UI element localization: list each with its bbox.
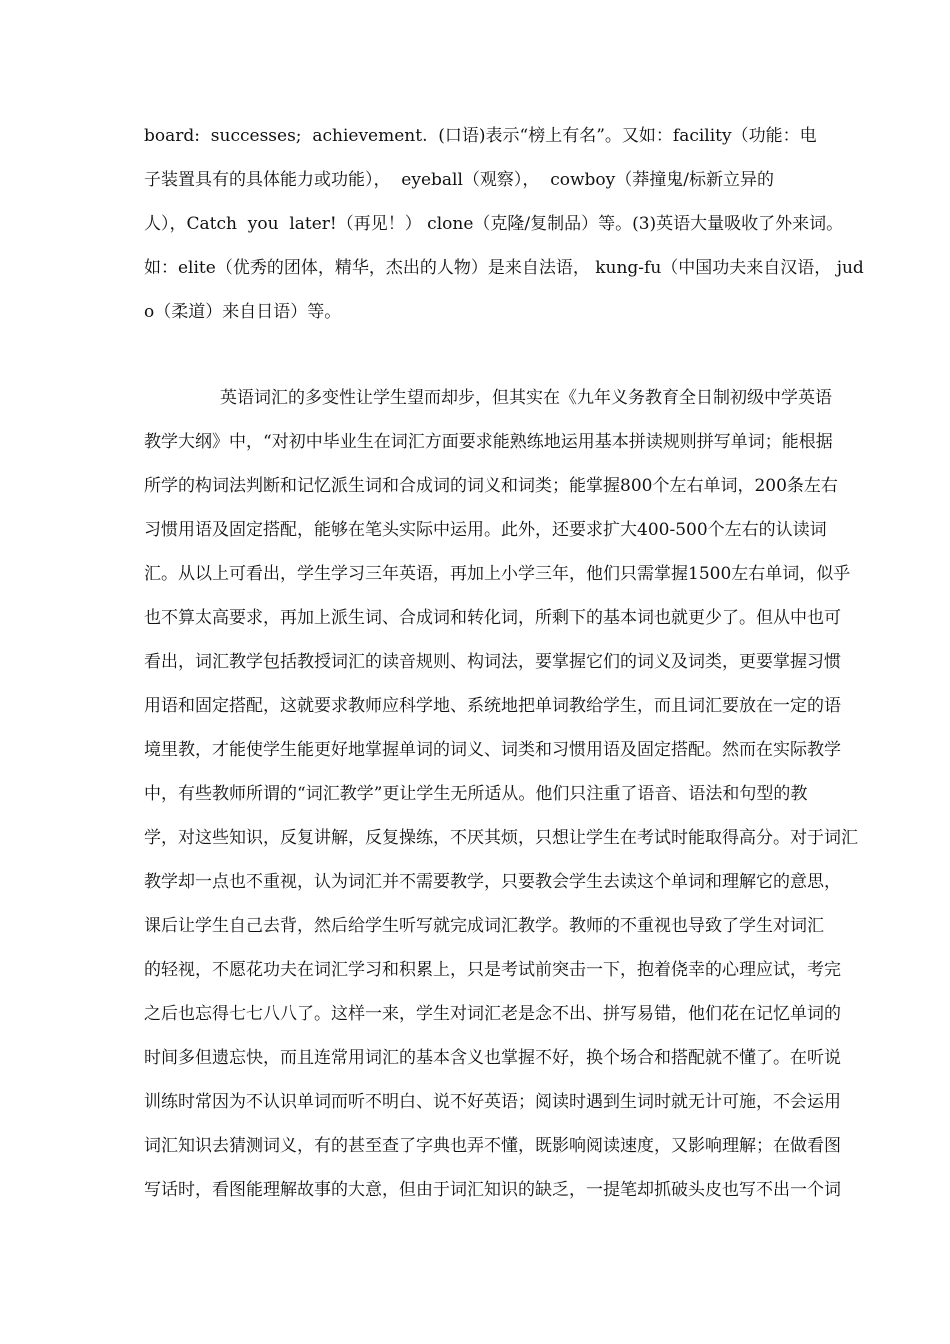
text-line: 教学大纲》中，“对初中毕业生在词汇方面要求能熟练地运用基本拼读规则拼写单词；能根据: [144, 432, 833, 452]
text-line: o（柔道）来自日语）等。: [144, 302, 342, 322]
text-line: 如：elite（优秀的团体，精华，杰出的人物）是来自法语， kung-fu（中国功夫来自汉语， jud: [144, 258, 864, 278]
text-line: 写话时，看图能理解故事的大意，但由于词汇知识的缺乏，一提笔却抓破头皮也写不出一个词: [144, 1180, 841, 1200]
text-line: 子装置具有的具体能力或功能）， eyeball（观察）， cowboy（莽撞鬼/标新立异的: [144, 170, 774, 190]
text-line: 汇。从以上可看出，学生学习三年英语，再加上小学三年，他们只需掌握1500左右单词，似乎: [144, 564, 851, 584]
text-line: 中，有些教师所谓的“词汇教学”更让学生无所适从。他们只注重了语音、语法和句型的教: [144, 784, 808, 804]
text-line: board: successes; achievement. (口语)表示“榜上有名”。又如：facility（功能：电: [144, 126, 817, 146]
text-line: 训练时常因为不认识单词而听不明白、说不好英语；阅读时遇到生词时就无计可施，不会运用: [144, 1092, 841, 1112]
text-line: 时间多但遗忘快，而且连常用词汇的基本含义也掌握不好，换个场合和搭配就不懂了。在听说: [144, 1048, 841, 1068]
text-line: 的轻视，不愿花功夫在词汇学习和积累上，只是考试前突击一下，抱着侥幸的心理应试，考完: [144, 960, 841, 980]
text-line: 学，对这些知识，反复讲解，反复操练，不厌其烦，只想让学生在考试时能取得高分。对于词汇: [144, 828, 858, 848]
text-line: 看出，词汇教学包括教授词汇的读音规则、构词法，要掌握它们的词义及词类，更要掌握习惯: [144, 652, 841, 672]
text-line: 用语和固定搭配，这就要求教师应科学地、系统地把单词教给学生，而且词汇要放在一定的语: [144, 696, 841, 716]
text-line: 英语词汇的多变性让学生望而却步，但其实在《九年义务教育全日制初级中学英语: [220, 388, 832, 408]
text-line: 人），Catch you later!（再见！） clone（克隆/复制品）等。(3)英语大量吸收了外来词。: [144, 214, 844, 234]
text-line: 也不算太高要求，再加上派生词、合成词和转化词，所剩下的基本词也就更少了。但从中也可: [144, 608, 841, 628]
text-line: 词汇知识去猜测词义，有的甚至查了字典也弄不懂，既影响阅读速度，又影响理解；在做看图: [144, 1136, 841, 1156]
text-line: 之后也忘得七七八八了。这样一来，学生对词汇老是念不出、拼写易错，他们花在记忆单词的: [144, 1004, 841, 1024]
text-line: 所学的构词法判断和记忆派生词和合成词的词义和词类；能掌握800个左右单词，200条左右: [144, 476, 838, 496]
text-line: 习惯用语及固定搭配，能够在笔头实际中运用。此外，还要求扩大400-500个左右的认读词: [144, 520, 827, 540]
text-line: 教学却一点也不重视，认为词汇并不需要教学，只要教会学生去读这个单词和理解它的意思，: [144, 872, 841, 892]
text-line: 课后让学生自己去背，然后给学生听写就完成词汇教学。教师的不重视也导致了学生对词汇: [144, 916, 824, 936]
text-line: 境里教，才能使学生能更好地掌握单词的词义、词类和习惯用语及固定搭配。然而在实际教学: [144, 740, 841, 760]
